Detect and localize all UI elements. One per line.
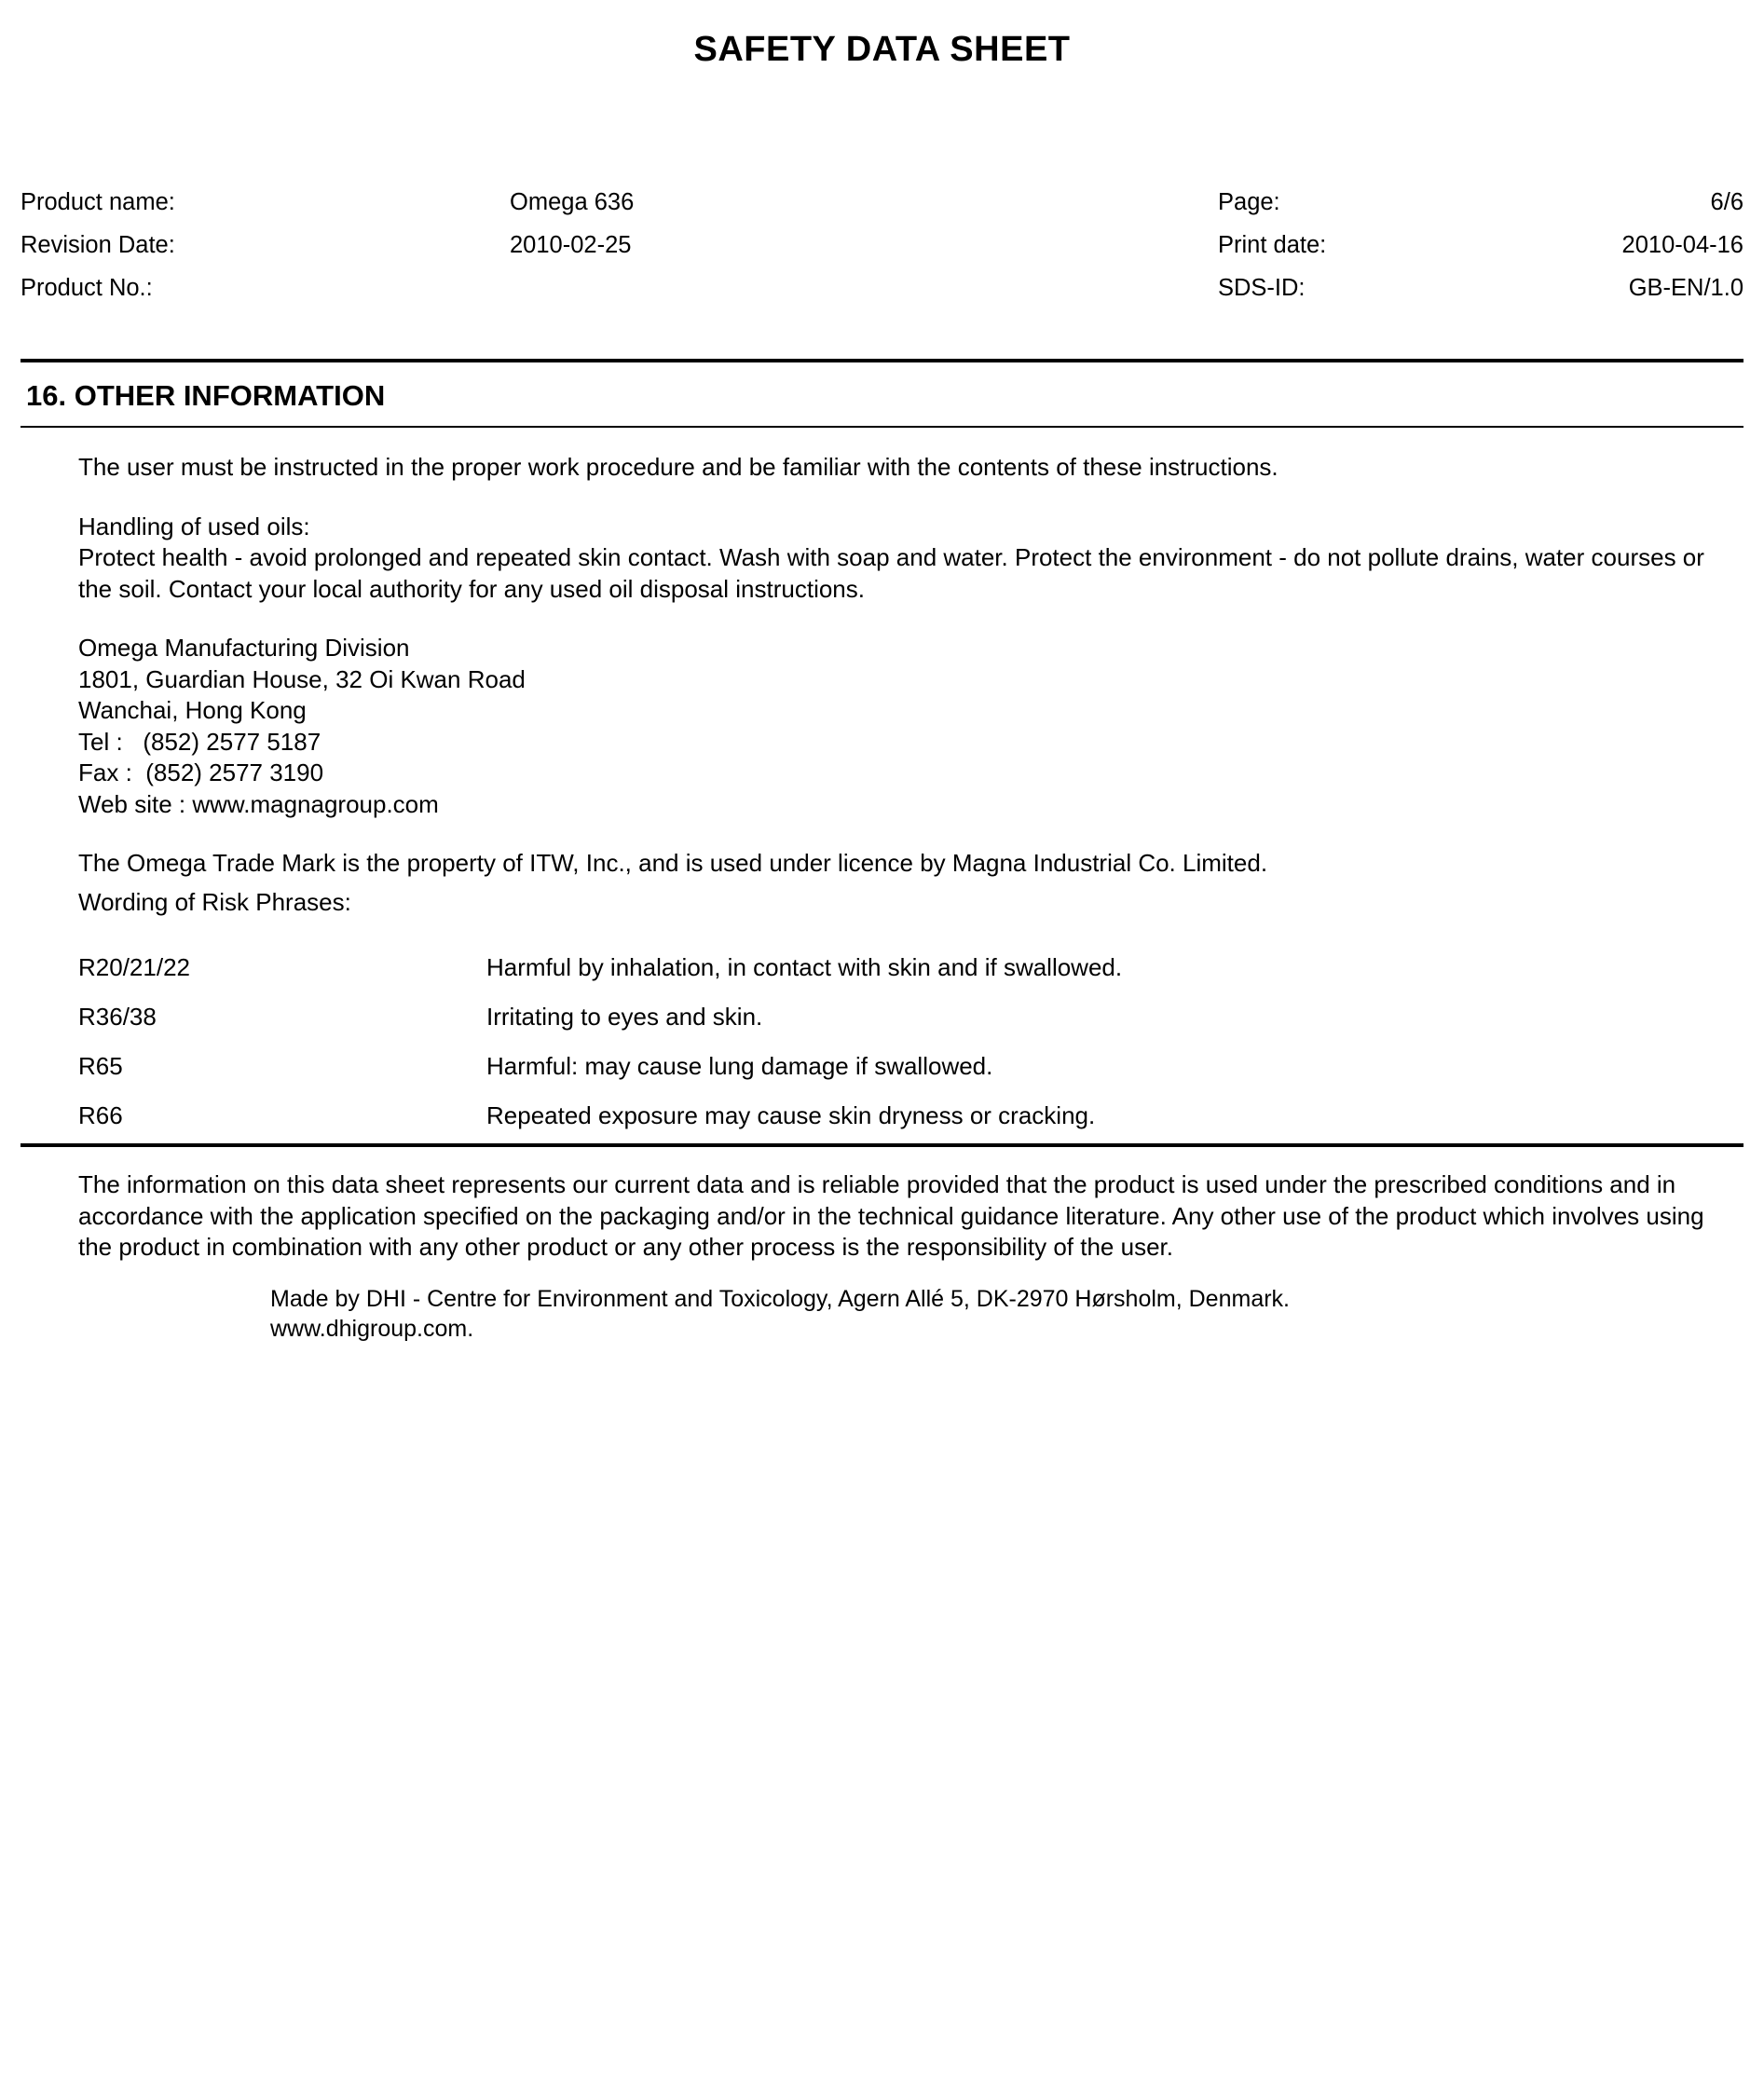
revision-date-value: 2010-02-25 xyxy=(510,232,632,258)
made-by-block xyxy=(270,1284,1688,1345)
company-address-line1: 1801, Guardian House, 32 Oi Kwan Road xyxy=(78,664,526,693)
company-telephone: Tel : (852) 2577 5187 xyxy=(78,727,321,756)
header-row-product-name xyxy=(21,189,1743,232)
page-label: Page: xyxy=(1218,189,1280,215)
risk-phrases-table xyxy=(78,944,1716,1141)
sds-id-value: GB-EN/1.0 xyxy=(1628,275,1743,301)
company-fax: Fax : (852) 2577 3190 xyxy=(78,758,324,787)
intro-paragraph: The user must be instructed in the proper work procedure and be familiar with the contents of these instructions. xyxy=(78,453,1279,481)
document-header-table xyxy=(21,189,1743,318)
table-row xyxy=(78,993,1716,1043)
risk-code: R36/38 xyxy=(78,1003,157,1032)
product-no-value xyxy=(510,275,1218,318)
used-oils-heading: Handling of used oils: xyxy=(78,512,310,540)
revision-date-label: Revision Date: xyxy=(21,232,175,258)
risk-text: Harmful: may cause lung damage if swallowed. xyxy=(486,1052,993,1081)
footer-divider xyxy=(21,1143,1743,1147)
section-body xyxy=(78,428,1716,918)
table-row xyxy=(78,944,1716,993)
used-oils-paragraph: Protect health - avoid prolonged and repeated skin contact. Wash with soap and water. Protect the environment - do not pollute drains, water courses or the soil. Contact your local authority for any used oil disposal instructions. xyxy=(78,543,1704,603)
made-by-line2: www.dhigroup.com. xyxy=(270,1316,474,1343)
risk-phrases-heading: Wording of Risk Phrases: xyxy=(78,887,351,916)
page-title: SAFETY DATA SHEET xyxy=(693,30,1071,69)
product-name-label: Product name: xyxy=(21,189,175,215)
risk-code: R20/21/22 xyxy=(78,953,190,982)
header-row-revision-date xyxy=(21,232,1743,275)
disclaimer-text: The information on this data sheet represents our current data and is reliable provided that the product is used under the prescribed conditions and in accordance with the application specified on the packaging and/or in the technical guidance literature. Any other use of the product which involves using the product in combination with any other product or any other process is the responsibility of the user. xyxy=(78,1170,1704,1262)
made-by-line1: Made by DHI - Centre for Environment and Toxicology, Agern Allé 5, DK-2970 Hørsholm, Denmark. xyxy=(270,1285,1290,1312)
table-row xyxy=(78,1092,1716,1141)
print-date-value: 2010-04-16 xyxy=(1621,232,1743,258)
company-name: Omega Manufacturing Division xyxy=(78,634,410,663)
product-name-value: Omega 636 xyxy=(510,189,635,215)
sds-id-label: SDS-ID: xyxy=(1218,275,1306,301)
company-website: Web site : www.magnagroup.com xyxy=(78,789,439,818)
company-address-line2: Wanchai, Hong Kong xyxy=(78,696,307,725)
product-no-label: Product No.: xyxy=(21,275,153,301)
header-divider xyxy=(21,359,1743,362)
risk-text: Repeated exposure may cause skin dryness or cracking. xyxy=(486,1101,1096,1130)
trademark-notice: The Omega Trade Mark is the property of ITW, Inc., and is used under licence by Magna Industrial Co. Limited. xyxy=(78,849,1268,878)
risk-text: Harmful by inhalation, in contact with skin and if swallowed. xyxy=(486,953,1123,982)
print-date-label: Print date: xyxy=(1218,232,1327,258)
header-row-product-no xyxy=(21,275,1743,318)
section-heading: 16. OTHER INFORMATION xyxy=(26,379,386,412)
page-value: 6/6 xyxy=(1710,189,1743,215)
risk-code: R65 xyxy=(78,1052,123,1081)
risk-code: R66 xyxy=(78,1101,123,1130)
risk-text: Irritating to eyes and skin. xyxy=(486,1003,763,1032)
table-row xyxy=(78,1043,1716,1092)
